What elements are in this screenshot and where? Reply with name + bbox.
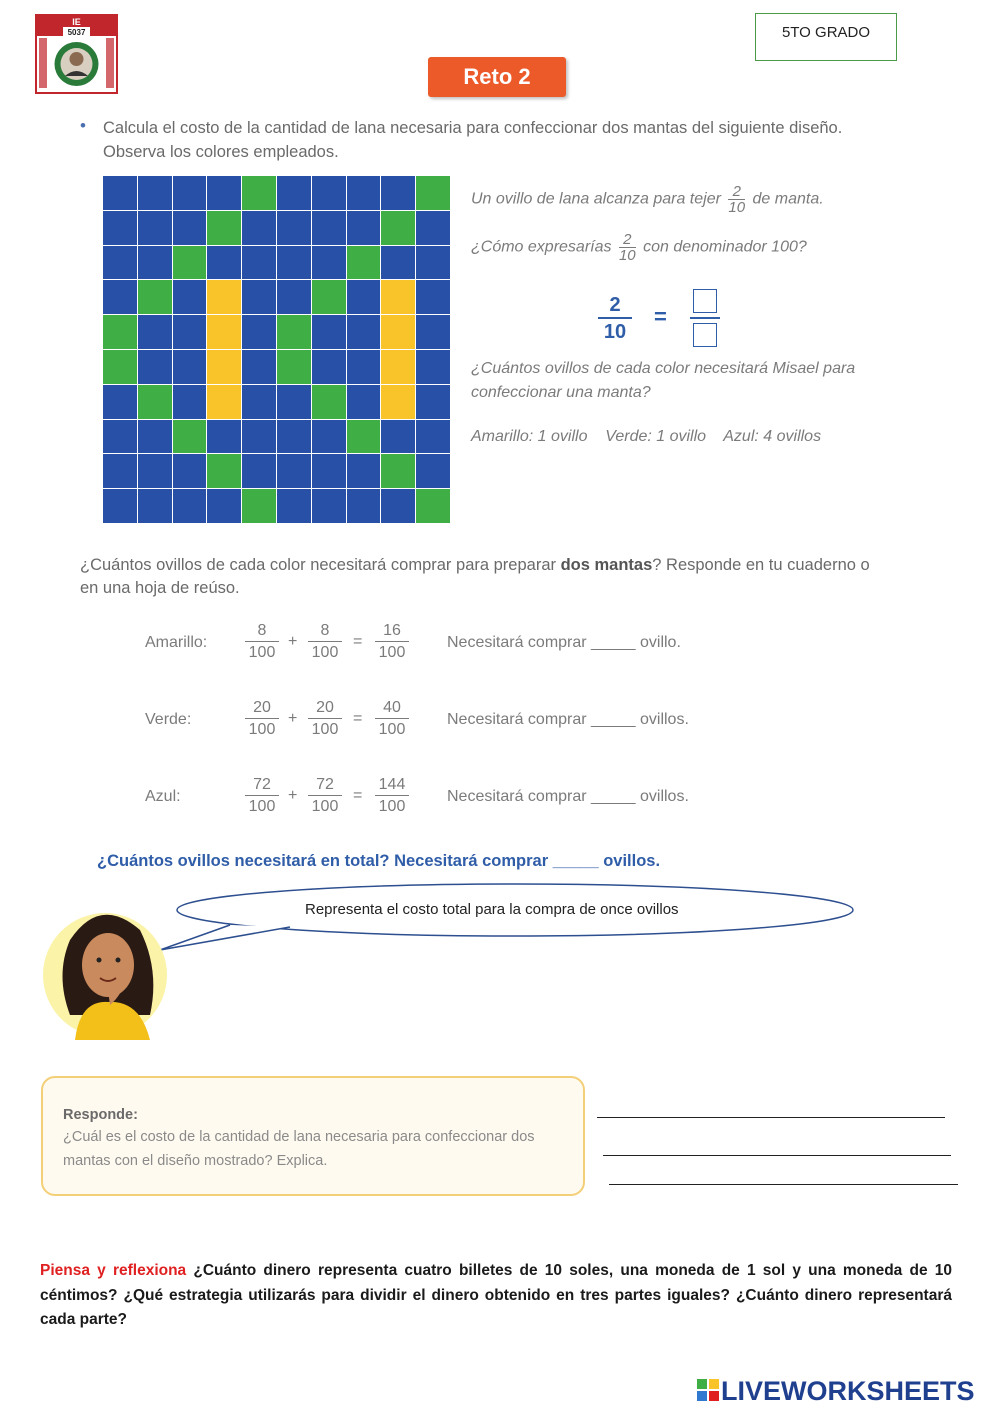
grid-cell (138, 385, 172, 419)
misael-answer: Amarillo: 1 ovillo Verde: 1 ovillo Azul: 4 ovillos (471, 428, 822, 445)
denominator-question: ¿Cómo expresarías $\frac{2}{10}$ con denominador 100? (471, 231, 807, 264)
respond-title: Responde: (63, 1107, 138, 1123)
grid-cell (381, 211, 415, 245)
grid-cell (277, 454, 311, 488)
grid-cell (347, 385, 381, 419)
grid-cell (381, 246, 415, 280)
grid-cell (347, 350, 381, 384)
answer-line-2[interactable] (603, 1155, 951, 1156)
grid-cell (242, 211, 276, 245)
grid-cell (103, 176, 137, 210)
girl-illustration (43, 913, 167, 1040)
grid-cell (138, 489, 172, 523)
grid-cell (103, 420, 137, 454)
grid-cell (381, 280, 415, 314)
denominator-blank-box[interactable] (693, 323, 717, 347)
grid-cell (416, 489, 450, 523)
grid-cell (416, 315, 450, 349)
grid-cell (103, 454, 137, 488)
grid-cell (207, 420, 241, 454)
grid-cell (312, 454, 346, 488)
total-question[interactable]: ¿Cuántos ovillos necesitará en total? Necesitará comprar _____ ovillos. (97, 852, 661, 870)
equivalence-equals: = (654, 304, 667, 329)
school-logo (35, 14, 118, 94)
grid-cell (416, 246, 450, 280)
grid-cell (312, 385, 346, 419)
grid-cell (277, 211, 311, 245)
grid-cell (312, 350, 346, 384)
grid-cell (277, 489, 311, 523)
grid-cell (103, 315, 137, 349)
grid-cell (207, 280, 241, 314)
grid-cell (173, 420, 207, 454)
bullet-icon: • (80, 116, 86, 135)
grid-cell (381, 454, 415, 488)
logo-number-text: 5037 (67, 28, 86, 37)
wool-statement: Un ovillo de lana alcanza para tejer $\frac{2}{10}$ de manta. (471, 183, 824, 216)
grid-cell (207, 454, 241, 488)
grid-cell (242, 454, 276, 488)
misael-question: ¿Cuántos ovillos de cada color necesitará Misael para confeccionar una manta? (471, 360, 856, 401)
grid-cell (173, 176, 207, 210)
grid-cell (207, 211, 241, 245)
grid-cell (242, 176, 276, 210)
answer-line-1[interactable] (597, 1117, 945, 1118)
grid-cell (242, 489, 276, 523)
grid-cell (312, 246, 346, 280)
grid-cell (416, 454, 450, 488)
equivalence-fraction: $\frac{2}{10}$ (598, 293, 632, 345)
grid-cell (242, 246, 276, 280)
need-amarillo[interactable]: Necesitará comprar _____ ovillo. (447, 634, 681, 651)
liveworksheets-brand: LIVEWORKSHEETS (697, 1376, 975, 1407)
grid-cell (277, 350, 311, 384)
grid-cell (416, 420, 450, 454)
grid-cell (416, 211, 450, 245)
grid-cell (138, 246, 172, 280)
grid-cell (416, 176, 450, 210)
grid-cell (381, 489, 415, 523)
grid-cell (173, 211, 207, 245)
reflect-question: Piensa y reflexiona ¿Cuánto dinero representa cuatro billetes de 10 soles, una moneda de 1 sol y una moneda de 10 céntimos? ¿Qué estrategia utilizarás para dividir el dinero obtenido en tres partes iguales? ¿Cuánto dinero representará cada parte? (40, 1262, 952, 1328)
grid-cell (381, 176, 415, 210)
grid-cell (207, 350, 241, 384)
respond-text: ¿Cuál es el costo de la cantidad de lana necesaria para confeccionar dos mantas con el diseño mostrado? Explica. (63, 1129, 535, 1169)
challenge-title: Reto 2 (428, 57, 566, 97)
grid-cell (207, 246, 241, 280)
intro-text: Calcula el costo de la cantidad de lana necesaria para confeccionar dos mantas del siguiente diseño. Observa los colores empleados. (103, 119, 843, 161)
fraction-two-tenths-2: $\frac{2}{10}$ (618, 231, 636, 264)
logo-ie-text: IE (72, 17, 81, 27)
grid-cell (347, 420, 381, 454)
grid-cell (242, 315, 276, 349)
grid-cell (138, 211, 172, 245)
grid-cell (416, 280, 450, 314)
two-blankets-question: ¿Cuántos ovillos de cada color necesitará comprar para preparar dos mantas? Responde en tu cuaderno o en una hoja de reúso. (80, 556, 870, 597)
grid-cell (173, 489, 207, 523)
need-verde[interactable]: Necesitará comprar _____ ovillos. (447, 711, 689, 728)
grid-cell (277, 280, 311, 314)
blank-fraction[interactable] (690, 289, 720, 347)
grid-cell (347, 489, 381, 523)
grid-cell (347, 454, 381, 488)
liveworksheets-icon (697, 1379, 719, 1401)
grid-cell (103, 211, 137, 245)
grid-cell (173, 385, 207, 419)
grid-cell (277, 420, 311, 454)
grid-cell (103, 489, 137, 523)
grid-cell (242, 385, 276, 419)
grid-cell (312, 176, 346, 210)
grid-cell (312, 489, 346, 523)
grid-cell (312, 315, 346, 349)
grid-cell (277, 385, 311, 419)
grid-cell (381, 385, 415, 419)
grid-cell (103, 280, 137, 314)
grid-cell (173, 280, 207, 314)
grid-cell (381, 420, 415, 454)
grid-cell (138, 315, 172, 349)
grid-cell (138, 350, 172, 384)
grid-cell (173, 246, 207, 280)
grid-cell (312, 420, 346, 454)
grid-cell (103, 385, 137, 419)
grid-cell (277, 176, 311, 210)
grid-cell (416, 350, 450, 384)
grid-cell (347, 211, 381, 245)
grid-cell (103, 350, 137, 384)
need-azul[interactable]: Necesitará comprar _____ ovillos. (447, 788, 689, 805)
grid-cell (242, 280, 276, 314)
grid-cell (173, 454, 207, 488)
fraction-two-tenths: $\frac{2}{10}$ (728, 183, 746, 216)
grid-cell (138, 280, 172, 314)
grid-cell (347, 315, 381, 349)
grid-cell (173, 315, 207, 349)
respond-box (41, 1076, 585, 1196)
grid-cell (381, 350, 415, 384)
grid-cell (103, 246, 137, 280)
grid-cell (138, 420, 172, 454)
grid-cell (416, 385, 450, 419)
answer-line-3[interactable] (609, 1184, 958, 1185)
grid-cell (207, 315, 241, 349)
grid-cell (277, 315, 311, 349)
grid-cell (347, 280, 381, 314)
grid-cell (347, 246, 381, 280)
speech-bubble-text: Representa el costo total para la compra de once ovillos (305, 901, 679, 918)
grid-cell (207, 176, 241, 210)
grid-cell (381, 315, 415, 349)
grid-cell (173, 350, 207, 384)
grid-cell (242, 420, 276, 454)
numerator-blank-box[interactable] (693, 289, 717, 313)
grid-cell (277, 246, 311, 280)
grid-cell (138, 454, 172, 488)
grid-cell (207, 489, 241, 523)
grid-cell (207, 385, 241, 419)
grid-cell (242, 350, 276, 384)
grid-cell (312, 211, 346, 245)
blanket-design-grid (102, 175, 451, 524)
grid-cell (347, 176, 381, 210)
grid-cell (312, 280, 346, 314)
grade-box: 5TO GRADO (755, 13, 897, 61)
grid-cell (138, 176, 172, 210)
